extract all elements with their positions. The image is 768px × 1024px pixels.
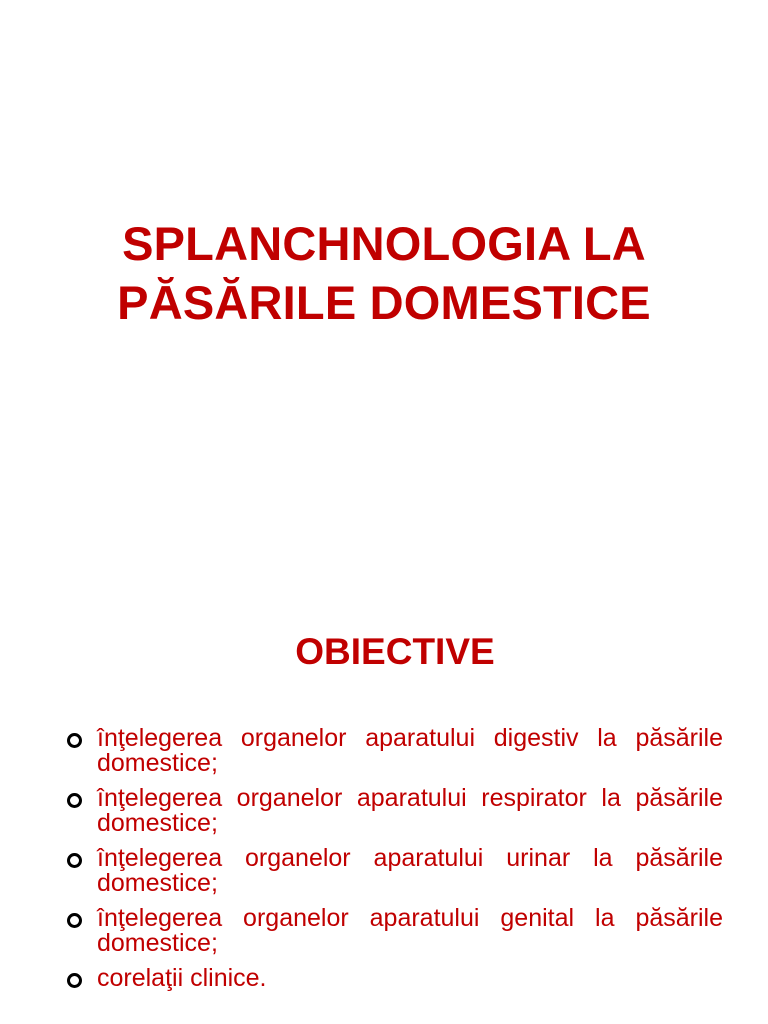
objective-text: înţelegerea organelor aparatului urinar la păsările domestice;: [97, 844, 723, 897]
circle-bullet-icon: [67, 913, 82, 928]
objective-item: [64, 906, 723, 956]
objective-text: corelaţii clinice.: [97, 964, 267, 992]
section-heading: OBIECTIVE: [295, 631, 495, 672]
objective-item: [64, 846, 723, 896]
objective-text: înţelegerea organelor aparatului respirator la păsările domestice;: [97, 784, 723, 837]
objective-text: înţelegerea organelor aparatului genital la păsările domestice;: [97, 904, 723, 957]
objective-item: [64, 966, 723, 991]
circle-bullet-icon: [67, 973, 82, 988]
page-title: [0, 214, 768, 332]
objective-text: înţelegerea organelor aparatului digestiv la păsările domestice;: [97, 724, 723, 777]
circle-bullet-icon: [67, 793, 82, 808]
page-title-line-2: PĂSĂRILE DOMESTICE: [117, 276, 651, 329]
circle-bullet-icon: [67, 733, 82, 748]
objective-item: [64, 786, 723, 836]
objectives-list: [64, 726, 723, 1001]
circle-bullet-icon: [67, 853, 82, 868]
objective-item: [64, 726, 723, 776]
page-title-line-1: SPLANCHNOLOGIA LA: [122, 217, 646, 270]
